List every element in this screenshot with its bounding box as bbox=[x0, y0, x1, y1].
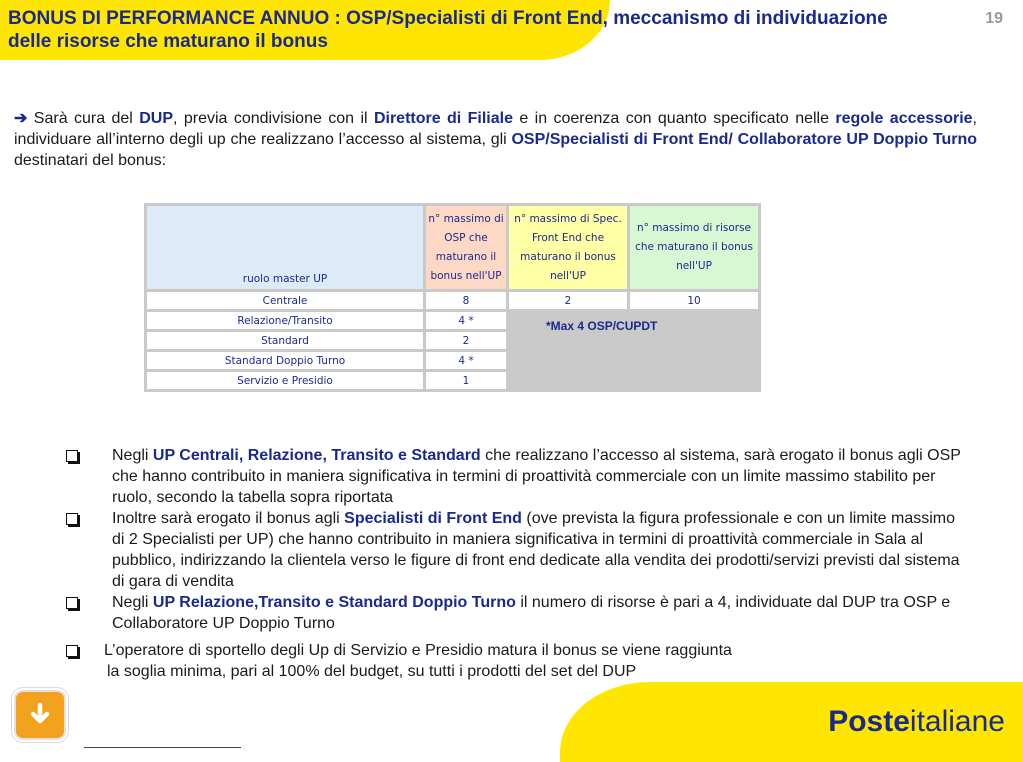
intro-bold-dup: DUP bbox=[139, 110, 174, 127]
bullet-bold: UP Relazione,Transito e Standard Doppio Turno bbox=[152, 594, 516, 611]
intro-bold-direttore: Direttore di Filiale bbox=[373, 110, 513, 127]
intro-text-4: , individuare all’interno degli up che realizzano l’accesso al sistema, gli bbox=[14, 110, 977, 148]
bullet-bold: UP Centrali, Relazione, Transito e Standard bbox=[152, 447, 481, 464]
row-risorse: 10 bbox=[630, 292, 758, 309]
table-row bbox=[147, 352, 758, 369]
bonus-table bbox=[144, 203, 761, 392]
row-spec: 2 bbox=[509, 292, 627, 309]
bullet-bold: Specialisti di Front End bbox=[344, 510, 522, 527]
bullet-text-part: Negli bbox=[112, 447, 153, 464]
intro-text-7: destinatari del bonus: bbox=[14, 152, 167, 169]
bullet-text bbox=[104, 640, 964, 682]
intro-text-6: / bbox=[728, 131, 738, 148]
intro-bold-osp: OSP bbox=[511, 131, 546, 148]
row-osp: 2 bbox=[426, 332, 506, 349]
row-role: Servizio e Presidio bbox=[147, 372, 423, 389]
bullet-line: L’operatore di sportello degli Up di Servizio e Presidio matura il bonus se viene raggiunta bbox=[104, 642, 732, 659]
intro-bold-specialisti: Specialisti di Front End bbox=[549, 131, 729, 148]
logo-bold: Poste bbox=[828, 705, 910, 738]
intro-text-1: Sarà cura del bbox=[27, 110, 140, 127]
logo-regular: italiane bbox=[909, 705, 1005, 738]
intro-text-2: , previa condivisione con il bbox=[173, 110, 374, 127]
empty-cell bbox=[509, 332, 758, 349]
table-row bbox=[147, 312, 758, 329]
checkbox-bullet-icon bbox=[66, 450, 78, 462]
bullet-text-part: il numero di risorse è pari a 4, individuate dal DUP tra OSP e Collaboratore UP Doppio Turno bbox=[112, 594, 951, 632]
row-osp: 1 bbox=[426, 372, 506, 389]
bullet-line: la soglia minima, pari al 100% del budget, su tutti i prodotti del set del DUP bbox=[107, 663, 637, 680]
empty-cell bbox=[509, 352, 758, 369]
header-osp: n° massimo di OSP che maturano il bonus nell'UP bbox=[426, 206, 506, 289]
intro-paragraph bbox=[14, 108, 977, 171]
checkbox-bullet-icon bbox=[66, 597, 78, 609]
next-slide-button[interactable] bbox=[14, 690, 66, 740]
page-number: 19 bbox=[985, 10, 1003, 27]
row-role: Relazione/Transito bbox=[147, 312, 423, 329]
intro-bold-regole: regole accessorie bbox=[835, 110, 973, 127]
arrow-icon: ➔ bbox=[14, 110, 28, 127]
empty-cell bbox=[509, 372, 758, 389]
table-row bbox=[147, 332, 758, 349]
poste-italiane-logo bbox=[828, 705, 1005, 739]
row-osp: 4 * bbox=[426, 312, 506, 329]
row-osp: 4 * bbox=[426, 352, 506, 369]
table-note: *Max 4 OSP/CUPDT bbox=[546, 319, 658, 333]
checkbox-bullet-icon bbox=[66, 645, 78, 657]
row-role: Standard bbox=[147, 332, 423, 349]
checkbox-bullet-icon bbox=[66, 513, 78, 525]
row-osp: 8 bbox=[426, 292, 506, 309]
intro-text-3: e in coerenza con quanto specificato nelle bbox=[512, 110, 836, 127]
table-header-row bbox=[147, 206, 758, 289]
bullet-text-part: (ove prevista la figura professionale e con un limite massimo di 2 Specialisti per UP) che hanno contribuito in maniera significativa in termini di proattività commerciale in Sala al pubblico, indirizzando la clientela verso le figure di front end dedicate alla vendita dei prodotti/servizi previsti dal sistema di gara di vendita bbox=[112, 510, 960, 590]
intro-bold-collaboratore: Collaboratore UP Doppio Turno bbox=[737, 131, 978, 148]
bottom-divider bbox=[84, 747, 241, 748]
bullet-text bbox=[112, 445, 964, 508]
bullet-text-part: Negli bbox=[112, 594, 153, 611]
bullet-text-part: Inoltre sarà erogato il bonus agli bbox=[112, 510, 345, 527]
bullet-text bbox=[112, 508, 964, 592]
arrow-down-icon bbox=[25, 700, 55, 730]
intro-slash: / bbox=[545, 131, 550, 148]
bullet-text bbox=[112, 592, 964, 634]
header-role: ruolo master UP bbox=[147, 206, 423, 289]
table-row bbox=[147, 372, 758, 389]
bullet-text-part: che realizzano l’accesso al sistema, sarà erogato il bonus agli OSP che hanno contribuito in maniera significativa in termini di proattività commerciale con un limite massimo stabilito per ruolo, secondo la tabella sopra riportata bbox=[112, 447, 961, 506]
header-spec: n° massimo di Spec. Front End che maturano il bonus nell'UP bbox=[509, 206, 627, 289]
row-role: Standard Doppio Turno bbox=[147, 352, 423, 369]
row-role: Centrale bbox=[147, 292, 423, 309]
header-risorse: n° massimo di risorse che maturano il bonus nell'UP bbox=[630, 206, 758, 289]
table-row bbox=[147, 292, 758, 309]
page-title: BONUS DI PERFORMANCE ANNUO : OSP/Specialisti di Front End, meccanismo di individuazione delle risorse che maturano il bonus bbox=[8, 8, 888, 52]
